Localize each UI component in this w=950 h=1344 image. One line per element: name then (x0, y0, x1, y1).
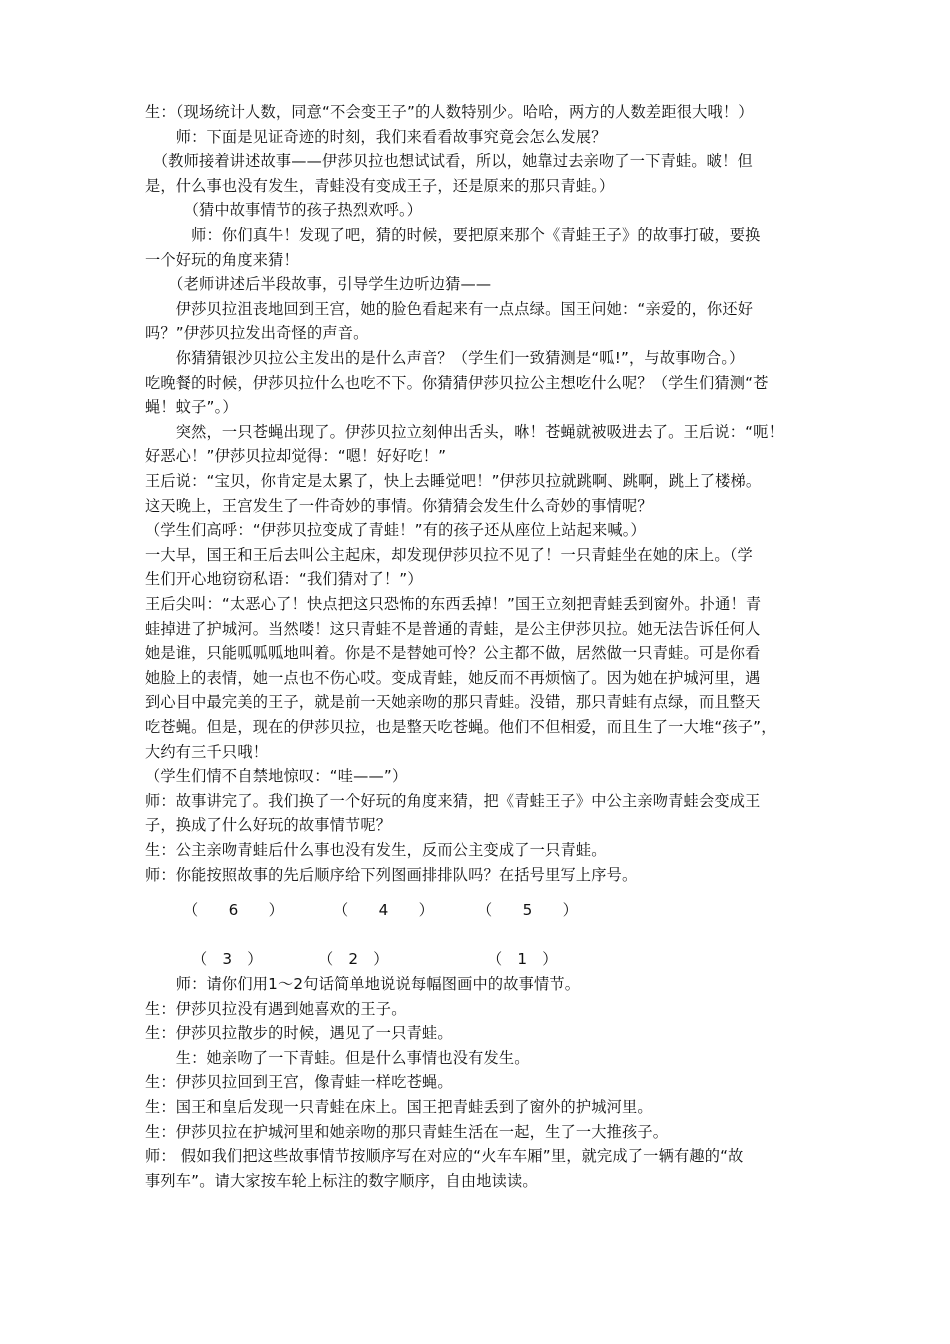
text-line: 吗？”伊莎贝拉发出奇怪的声音。 (145, 324, 369, 343)
text-line: 你猜猜银沙贝拉公主发出的是什么声音？（学生们一致猜测是“呱!”，与故事吻合。） (145, 349, 745, 367)
text-line: 她脸上的表情，她一点也不伤心哎。变成青蛙，她反而不再烦恼了。因为她在护城河里，遇 (145, 668, 761, 687)
text-line: 一大早，国王和王后去叫公主起床，却发现伊莎贝拉不见了！一只青蛙坐在她的床上。（学 (145, 545, 753, 564)
order-number-slot: （ 1 ） (487, 950, 558, 968)
text-line: 吃晚餐的时候，伊莎贝拉什么也吃不下。你猜猜伊莎贝拉公主想吃什么呢？（学生们猜测“苍 (145, 373, 769, 392)
order-number-slot: （ 2 ） (318, 950, 389, 968)
text-line: （老师讲述后半段故事，引导学生边听边猜—— (145, 275, 492, 294)
text-line: 生：伊莎贝拉没有遇到她喜欢的王子。 (145, 999, 407, 1018)
text-line: 突然，一只苍蝇出现了。伊莎贝拉立刻伸出舌头，咻！苍蝇就被吸进去了。王后说：“呃！ (145, 422, 784, 441)
text-line: 生：公主亲吻青蛙后什么事也没有发生，反而公主变成了一只青蛙。 (145, 841, 607, 859)
text-line: 大约有三千只哦！ (145, 742, 269, 761)
text-line: 是，什么事也没有发生，青蛙没有变成王子，还是原来的那只青蛙。） (145, 176, 615, 195)
text-line: 师：故事讲完了。我们换了一个好玩的角度来猜，把《青蛙王子》中公主亲吻青蛙会变成王 (145, 791, 761, 810)
text-line: 生：伊莎贝拉在护城河里和她亲吻的那只青蛙生活在一起，生了一大推孩子。 (145, 1122, 669, 1141)
text-line: 这天晚上，王宫发生了一件奇妙的事情。你猜猜会发生什么奇妙的事情呢？ (145, 496, 653, 515)
text-line: （学生们情不自禁地惊叹：“哇——”） (145, 767, 408, 786)
text-line: 生：（现场统计人数，同意“不会变王子”的人数特别少。哈哈，两方的人数差距很大哦！） (145, 103, 754, 121)
order-number-slot: （ 4 ） (333, 901, 434, 919)
order-number-slot: （ 5 ） (477, 901, 578, 919)
text-line: 事列车”。请大家按车轮上标注的数字顺序，自由地读读。 (145, 1171, 538, 1190)
text-line: 生：国王和皇后发现一只青蛙在床上。国王把青蛙丢到了窗外的护城河里。 (145, 1098, 653, 1116)
text-line: 师：请你们用1～2句话简单地说说每幅图画中的故事情节。 (145, 975, 581, 993)
text-line: 她是谁，只能呱呱呱地叫着。你是不是替她可怜？公主都不做，居然做一只青蛙。可是你看 (145, 644, 761, 663)
text-line: 好恶心！”伊莎贝拉却觉得：“嗯！好好吃！” (145, 447, 447, 466)
text-line: 一个好玩的角度来猜！ (145, 250, 299, 269)
text-line: 生：她亲吻了一下青蛙。但是什么事情也没有发生。 (145, 1048, 530, 1067)
text-line: 蝇！蚊子”。） (145, 398, 238, 417)
text-line: 生：伊莎贝拉散步的时候，遇见了一只青蛙。 (145, 1024, 453, 1043)
text-line: 师：你能按照故事的先后顺序给下列图画排排队吗？在括号里写上序号。 (145, 865, 638, 884)
text-line: 到心目中最完美的王子，就是前一天她亲吻的那只青蛙。没错，那只青蛙有点绿，而且整天 (145, 693, 761, 712)
text-line: 师： 假如我们把这些故事情节按顺序写在对应的“火车车厢”里，就完成了一辆有趣的“故 (145, 1147, 744, 1166)
text-line: 师：下面是见证奇迹的时刻，我们来看看故事究竟会怎么发展？ (145, 127, 607, 146)
text-line: 子，换成了什么好玩的故事情节呢？ (145, 816, 392, 835)
text-line: 生们开心地窃窃私语：“我们猜对了！”） (145, 570, 423, 589)
text-line: 伊莎贝拉沮丧地回到王宫，她的脸色看起来有一点点绿。国王问她：“亲爱的，你还好 (145, 299, 754, 318)
text-line: （学生们高呼：“伊莎贝拉变成了青蛙！”有的孩子还从座位上站起来喊。） (145, 521, 646, 540)
text-line: 王后尖叫：“太恶心了！快点把这只恐怖的东西丢掉！”国王立刻把青蛙丢到窗外。扑通！青 (145, 595, 762, 613)
text-line: 生：伊莎贝拉回到王宫，像青蛙一样吃苍蝇。 (145, 1073, 453, 1092)
text-line: 吃苍蝇。但是，现在的伊莎贝拉，也是整天吃苍蝇。他们不但相爱，而且生了一大堆“孩子”， (145, 718, 777, 736)
text-line: 师：你们真牛！发现了吧，猜的时候，要把原来那个《青蛙王子》的故事打破，要换 (145, 226, 761, 244)
text-line: （教师接着讲述故事——伊莎贝拉也想试试看，所以，她靠过去亲吻了一下青蛙。啵！但 (145, 152, 753, 171)
text-line: 蛙掉进了护城河。当然喽！这只青蛙不是普通的青蛙，是公主伊莎贝拉。她无法告诉任何人 (145, 619, 761, 638)
order-number-slot: （ 6 ） (183, 901, 284, 919)
text-line: 王后说：“宝贝，你肯定是太累了，快上去睡觉吧！”伊莎贝拉就跳啊、跳啊，跳上了楼梯。 (145, 472, 762, 490)
order-number-slot: （ 3 ） (192, 950, 263, 968)
text-line: （猜中故事情节的孩子热烈欢呼。） (145, 201, 423, 220)
